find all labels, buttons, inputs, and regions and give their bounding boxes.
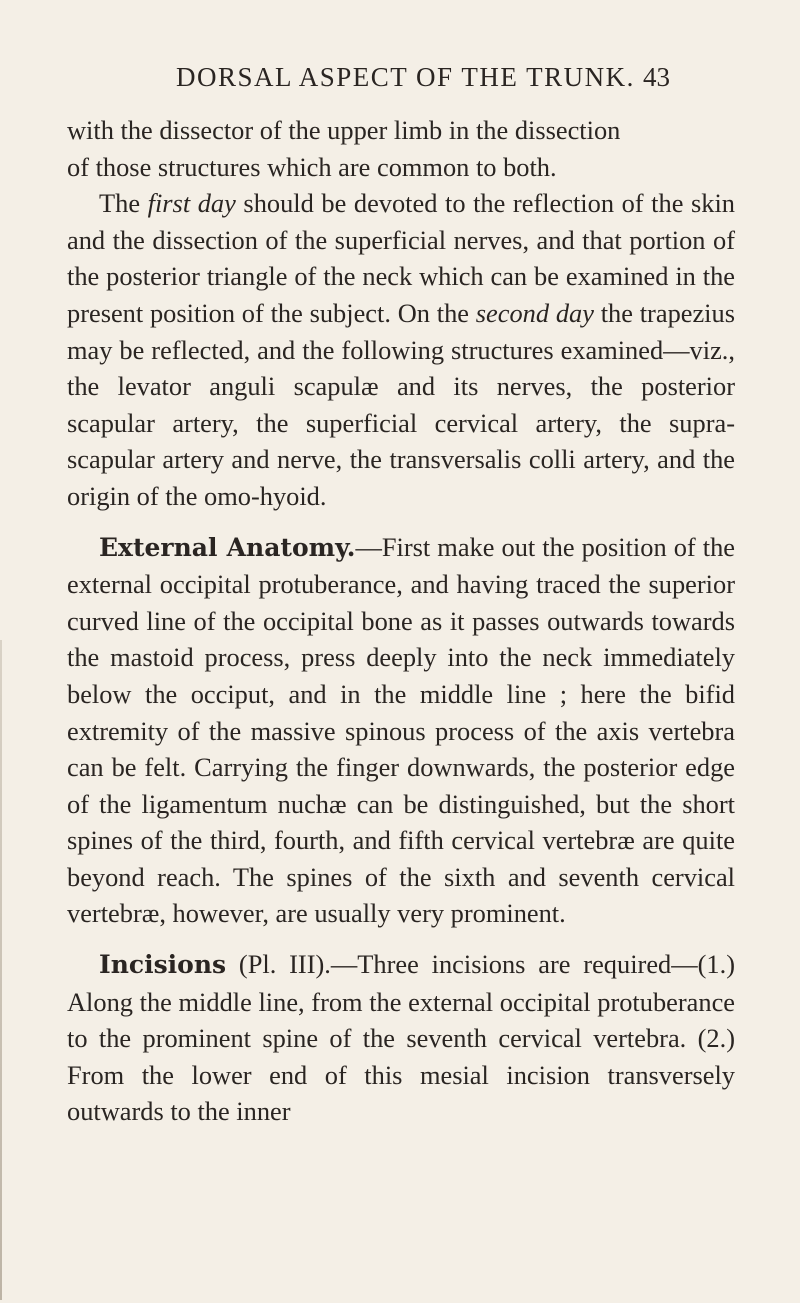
emphasis-first-day: first day xyxy=(147,188,236,219)
running-head: DORSAL ASPECT OF THE TRUNK. xyxy=(176,62,635,92)
emphasis-second-day: second day xyxy=(475,297,594,328)
paragraph-text: (Pl. III).—Three incisions are required—(1.) Along the middle line, from the external occipital protuberance to the prominent spine of the seventh cervical vertebra. (2.) From the lower end of this mesial incision transversely outwards to the inner xyxy=(67,949,735,1127)
section-heading-incisions: Incisions xyxy=(99,950,227,980)
paragraph-text: should be devoted to the reflection of the skin and the dissection of the superficial nerves, and that portion of the posterior triangle of the neck which can be examined in the present position of the subject. On the xyxy=(67,188,735,328)
text-line: of those structures which are common to both. xyxy=(67,151,557,182)
section-heading-external-anatomy: External Anatomy. xyxy=(99,532,356,562)
text-line: with the dissector of the upper limb in the dissection xyxy=(67,115,621,145)
paragraph-text: The xyxy=(99,188,148,219)
page-header xyxy=(0,62,800,102)
paragraph-text: the trapezius may be reflected, and the following structures examined—viz., the levator anguli scapulæ and its nerves, the posterior scapular artery, the superficial cervical artery, the supra-scapular artery and nerve, the transversalis colli artery, and the origin of the omo-hyoid. xyxy=(67,297,735,511)
paragraph-text: —First make out the position of the external occipital protuberance, and having traced the superior curved line of the occipital bone as it passes outwards towards the mastoid process, press deeply into the neck immediately below the occiput, and in the middle line ; here the bifid extremity of the massive spinous process of the axis vertebra can be felt. Carrying the finger downwards, the posterior edge of the ligamentum nuchæ can be distinguished, but the short spines of the third, fourth, and fifth cervical vertebræ are quite beyond reach. The spines of the sixth and seventh cervical vertebræ, however, are usually very prominent. xyxy=(67,531,735,929)
page-number: 43 xyxy=(643,62,670,92)
paragraph-external-anatomy xyxy=(67,529,735,933)
paragraph-dissection-days xyxy=(67,185,735,514)
paragraph-incisions xyxy=(67,946,735,1130)
page-edge-shadow xyxy=(0,640,2,1300)
body-text xyxy=(67,112,735,1130)
paragraph-continuation xyxy=(67,112,735,185)
